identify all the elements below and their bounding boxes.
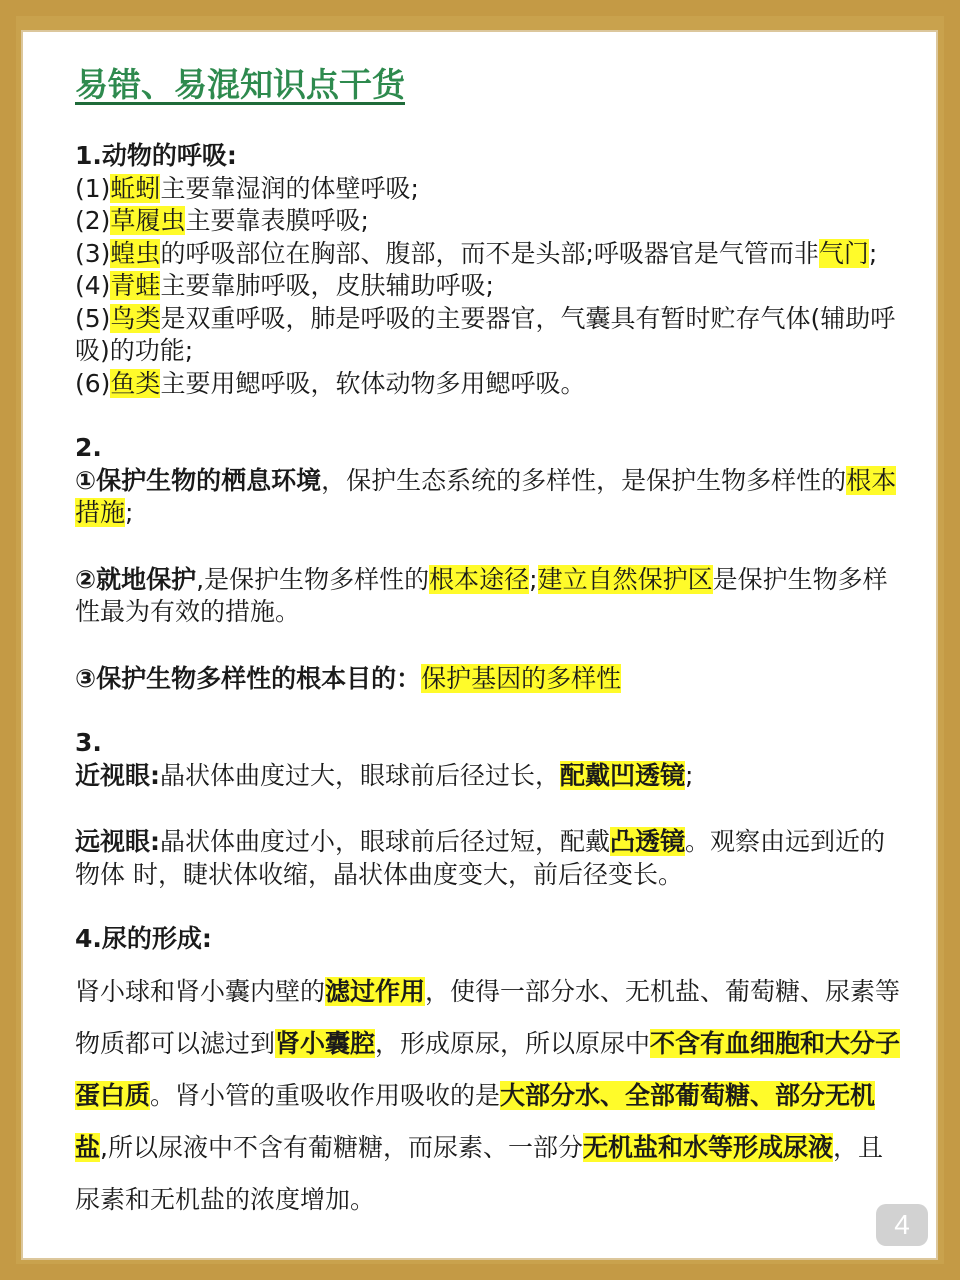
respiration-item-5 (75, 303, 905, 368)
highlight-term: 凸透镜 (610, 827, 686, 856)
item-number: (3) (75, 238, 111, 268)
item-text: 主要靠湿润的体壁呼吸; (160, 173, 419, 203)
point-text: 。观察由远到近的物体 时，睫状体收缩，晶状体曲度变大，前后径变长。 (75, 827, 886, 889)
para-text: 肾小球和肾小囊内壁的 (75, 976, 326, 1006)
highlight-term: 根本途径 (429, 564, 530, 594)
respiration-item-4 (75, 270, 905, 303)
highlight-term: 无机盐和水等形成尿液 (582, 1132, 833, 1162)
bold-term: ②就地保护 (75, 564, 197, 594)
item-text: 主要靠肺呼吸，皮肤辅助呼吸; (160, 271, 494, 300)
highlight-term: 鱼类 (110, 368, 161, 398)
page-title: 易错、易混知识点干货 (75, 65, 405, 104)
item-text: 主要用鳃呼吸，软体动物多用鳃呼吸。 (160, 368, 586, 398)
item-text: 是双重呼吸，肺是呼吸的主要器官，气囊具有暂时贮存气体(辅助呼吸)的功能; (75, 303, 896, 365)
para-text: ，形成原尿，所以原尿中 (375, 1028, 651, 1058)
para-text: ，且尿素和无机盐的浓度增加。 (75, 1132, 883, 1214)
point-text: 晶状体曲度过小，眼球前后径过短，配戴 (160, 827, 611, 856)
respiration-item-1 (75, 173, 905, 206)
item-number: (2) (75, 206, 111, 235)
note-content (75, 60, 905, 1226)
highlight-term: 蝗虫 (110, 238, 161, 268)
biodiversity-point-2 (75, 564, 905, 629)
item-number: (6) (75, 368, 111, 398)
item-number: (1) (75, 173, 111, 203)
highlight-term: 大部分水、全部葡萄糖、部分无机盐 (75, 1080, 876, 1162)
highlight-term: 青蛙 (110, 271, 161, 300)
note-card (21, 30, 938, 1260)
bold-term: 近视眼: (75, 760, 160, 790)
urine-paragraph (75, 966, 905, 1226)
section-1-heading: 1.动物的呼吸: (75, 141, 237, 170)
bold-term: ③保护生物多样性的根本目的： (75, 663, 422, 693)
section-4-heading: 4.尿的形成: (75, 924, 212, 953)
myopia-point (75, 760, 905, 793)
para-text: ，使得一部分水、无机盐、葡萄糖、尿素等物质都可以滤过到 (75, 976, 901, 1058)
para-text: 。肾小管的重吸收作用吸收的是 (150, 1080, 501, 1110)
item-text: 的呼吸部位在胸部、腹部，而不是头部;呼吸器官是气管而非 (160, 238, 819, 268)
point-text: ,是保护生物多样性的 (196, 564, 430, 594)
highlight-term: 鸟类 (110, 303, 161, 333)
point-text: ; (685, 760, 694, 790)
section-2-heading: 2. (75, 433, 102, 462)
highlight-term: 滤过作用 (325, 976, 426, 1006)
biodiversity-point-1 (75, 465, 905, 530)
section-4-urine (75, 923, 905, 1226)
section-3-vision (75, 727, 905, 891)
highlight-term: 肾小囊腔 (275, 1028, 376, 1058)
page-number-badge: 4 (876, 1204, 928, 1246)
highlight-term: 保护基因的多样性 (421, 663, 622, 693)
item-text: 主要靠表膜呼吸; (185, 206, 369, 235)
highlight-term: 气门 (818, 238, 869, 268)
highlight-term: 蚯蚓 (110, 173, 161, 203)
point-text: ; (125, 498, 134, 527)
highlight-term: 根本措施 (75, 465, 897, 527)
biodiversity-point-3 (75, 663, 905, 696)
item-number: (5) (75, 303, 111, 333)
section-3-heading: 3. (75, 728, 102, 757)
point-text: ; (529, 564, 538, 594)
point-text: 是保护生物多样性最为有效的措施。 (75, 564, 888, 626)
respiration-item-2 (75, 205, 905, 238)
point-text: 晶状体曲度过大，眼球前后径过长， (160, 760, 561, 790)
highlight-term: 建立自然保护区 (537, 564, 713, 594)
para-text: ,所以尿液中不含有葡糖糖，而尿素、一部分 (100, 1132, 583, 1162)
hyperopia-point (75, 826, 905, 891)
section-2-biodiversity (75, 432, 905, 695)
point-text: ，保护生态系统的多样性，是保护生物多样性的 (321, 465, 847, 495)
highlight-term: 草履虫 (110, 206, 186, 235)
item-number: (4) (75, 271, 111, 300)
highlight-term: 配戴凹透镜 (560, 760, 686, 790)
bold-term: 远视眼: (75, 827, 160, 856)
section-1-respiration (75, 140, 905, 400)
item-text: ; (868, 238, 878, 268)
respiration-item-3 (75, 238, 905, 271)
respiration-item-6 (75, 368, 905, 401)
page-frame (16, 16, 944, 1264)
highlight-term: 不含有血细胞和大分子蛋白质 (75, 1028, 901, 1110)
bold-term: ①保护生物的栖息环境 (75, 465, 322, 495)
